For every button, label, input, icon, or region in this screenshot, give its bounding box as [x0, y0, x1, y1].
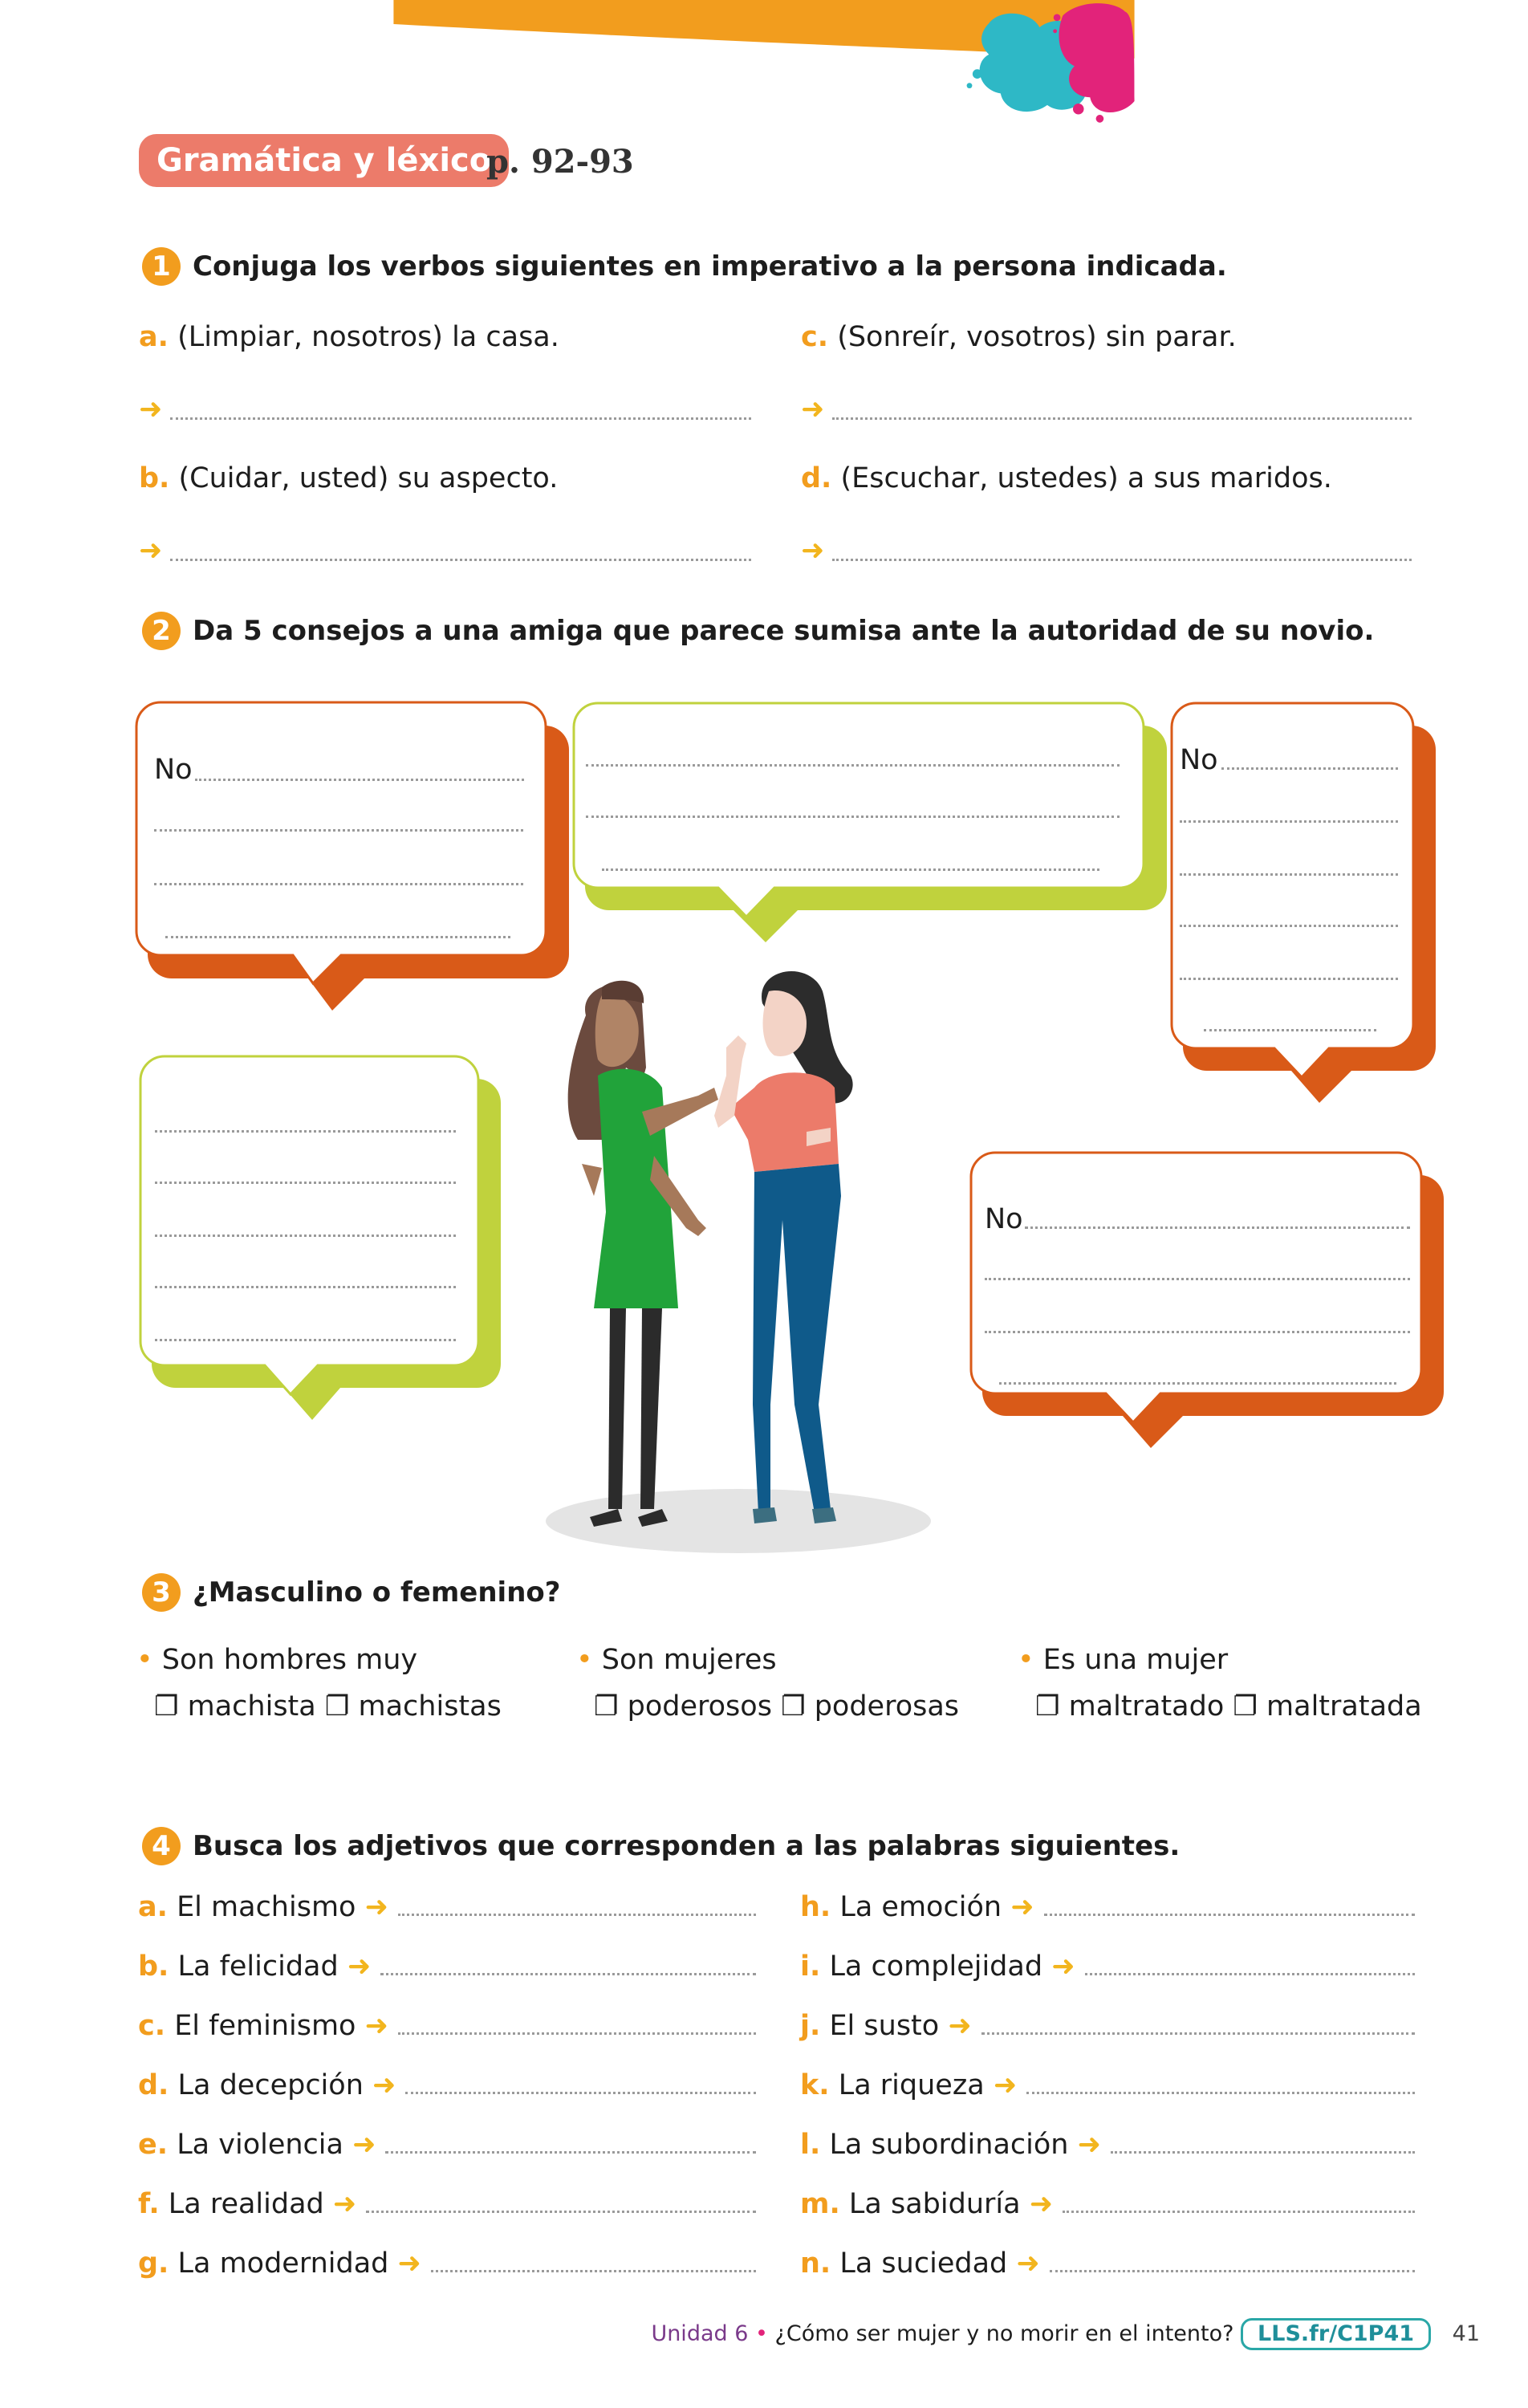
exercise-1-instruction: Conjuga los verbos siguientes en imperativo a la persona indicada.	[193, 250, 1227, 283]
section-tag: Gramática y léxico	[139, 134, 509, 187]
bubble-3-line[interactable]	[1204, 1029, 1376, 1031]
answer-line[interactable]	[385, 2151, 756, 2154]
two-women-illustration	[514, 955, 963, 1565]
ex1-item-b: b. (Cuidar, usted) su aspecto.	[139, 462, 559, 494]
answer-line[interactable]	[366, 2211, 756, 2213]
bubble-1-line[interactable]	[195, 779, 524, 781]
bubble-3-line[interactable]	[1180, 820, 1398, 823]
arrow-icon: ➜	[1010, 1891, 1034, 1923]
exercise-3-number: 3	[142, 1573, 181, 1612]
footer-link[interactable]: LLS.fr/C1P41	[1241, 2318, 1431, 2350]
ex1-item-c: c. (Sonreír, vosotros) sin parar.	[801, 321, 1237, 353]
answer-line[interactable]	[398, 2032, 756, 2035]
arrow-icon: ➜	[801, 393, 825, 425]
bubble-2-line[interactable]	[586, 816, 1120, 818]
speech-bubble-lime-2	[140, 1056, 501, 1420]
ex4-row: m. La sabiduría ➜	[800, 2185, 1415, 2244]
ex4-row: g. La modernidad ➜	[138, 2244, 756, 2304]
answer-line[interactable]	[1063, 2211, 1415, 2213]
bubble-4-line[interactable]	[155, 1235, 456, 1237]
arrow-icon: ➜	[352, 2129, 376, 2161]
ex4-row: f. La realidad ➜	[138, 2185, 756, 2244]
ex4-row: n. La suciedad ➜	[800, 2244, 1415, 2304]
ex3-item-2-options: ❐ poderosos ❐ poderosas	[594, 1690, 960, 1723]
exercise-2-instruction: Da 5 consejos a una amiga que parece sumisa ante la autoridad de su novio.	[193, 615, 1375, 647]
answer-line[interactable]	[1111, 2151, 1415, 2154]
answer-line[interactable]	[405, 2092, 756, 2094]
arrow-icon: ➜	[1077, 2129, 1101, 2161]
answer-line[interactable]	[1085, 1973, 1415, 1975]
arrow-icon: ➜	[139, 393, 163, 425]
bubble-5-line[interactable]	[985, 1278, 1410, 1280]
checkbox-icon[interactable]: ❐	[594, 1690, 619, 1723]
ex4-row: a. El machismo ➜	[138, 1888, 756, 1947]
bubble-5-line[interactable]	[999, 1382, 1396, 1385]
arrow-icon: ➜	[1051, 1950, 1075, 1983]
ex4-row: k. La riqueza ➜	[800, 2066, 1415, 2125]
page-reference: p. 92-93	[486, 143, 634, 181]
exercise-4-number: 4	[142, 1827, 181, 1865]
arrow-icon: ➜	[364, 2010, 388, 2042]
speech-bubble-lime-1	[574, 703, 1167, 942]
bubble-4-line[interactable]	[155, 1286, 456, 1288]
exercise-4-instruction: Busca los adjetivos que corresponden a las palabras siguientes.	[193, 1830, 1181, 1862]
arrow-icon: ➜	[1016, 2247, 1040, 2280]
speech-bubble-orange-1	[136, 702, 569, 1011]
arrow-icon: ➜	[347, 1950, 372, 1983]
answer-line[interactable]	[398, 1914, 756, 1916]
exercise-3-instruction: ¿Masculino o femenino?	[193, 1576, 561, 1609]
answer-line-d[interactable]	[832, 559, 1412, 561]
page-number: 41	[1452, 2321, 1480, 2346]
checkbox-icon[interactable]: ❐	[154, 1690, 179, 1723]
exercise-1-number: 1	[142, 247, 181, 286]
arrow-icon: ➜	[801, 535, 825, 567]
bubble-4-line[interactable]	[155, 1182, 456, 1184]
answer-line-b[interactable]	[170, 559, 751, 561]
bubble-3-line[interactable]	[1221, 767, 1398, 770]
header-band	[0, 0, 1528, 128]
bubble-3-line[interactable]	[1180, 925, 1398, 927]
checkbox-icon[interactable]: ❐	[781, 1690, 806, 1723]
ex3-item-3: • Es una mujer	[1018, 1644, 1229, 1676]
bubble-1-prompt: No	[154, 754, 193, 786]
answer-line-c[interactable]	[832, 417, 1412, 420]
arrow-icon: ➜	[993, 2069, 1018, 2101]
ex4-row: h. La emoción ➜	[800, 1888, 1415, 1947]
speech-bubble-orange-3	[971, 1153, 1444, 1448]
bubble-5-line[interactable]	[985, 1331, 1410, 1333]
footer-title: ¿Cómo ser mujer y no morir en el intento?	[774, 2321, 1234, 2346]
ex4-row: i. La complejidad ➜	[800, 1947, 1415, 2007]
checkbox-icon[interactable]: ❐	[324, 1690, 350, 1723]
bubble-2-line[interactable]	[586, 764, 1120, 767]
arrow-icon: ➜	[397, 2247, 421, 2280]
ex3-item-2: • Son mujeres	[576, 1644, 777, 1676]
bubble-4-line[interactable]	[155, 1339, 456, 1341]
arrow-icon: ➜	[1029, 2188, 1054, 2220]
arrow-icon: ➜	[139, 535, 163, 567]
ex3-item-1: • Son hombres muy	[136, 1644, 418, 1676]
checkbox-icon[interactable]: ❐	[1035, 1690, 1060, 1723]
ex3-item-3-options: ❐ maltratado ❐ maltratada	[1035, 1690, 1422, 1723]
arrow-icon: ➜	[948, 2010, 972, 2042]
ex4-row: c. El feminismo ➜	[138, 2007, 756, 2066]
answer-line[interactable]	[1044, 1914, 1415, 1916]
ex4-row: d. La decepción ➜	[138, 2066, 756, 2125]
ex4-row: b. La felicidad ➜	[138, 1947, 756, 2007]
ex1-item-a: a. (Limpiar, nosotros) la casa.	[139, 321, 559, 353]
answer-line[interactable]	[1026, 2092, 1415, 2094]
bubble-1-line[interactable]	[154, 883, 523, 885]
answer-line[interactable]	[1050, 2270, 1415, 2272]
ex4-left-column	[138, 1888, 756, 2304]
exercise-2-number: 2	[142, 612, 181, 650]
bubble-3-line[interactable]	[1180, 873, 1398, 876]
bubble-5-prompt: No	[985, 1203, 1023, 1235]
bubble-5-line[interactable]	[1025, 1226, 1410, 1229]
footer-unit: Unidad 6	[651, 2321, 749, 2346]
ex1-item-d: d. (Escuchar, ustedes) a sus maridos.	[801, 462, 1332, 494]
ex4-row: e. La violencia ➜	[138, 2125, 756, 2185]
bubble-1-line[interactable]	[154, 829, 523, 832]
arrow-icon: ➜	[364, 1891, 388, 1923]
woman-coral-top-figure	[714, 971, 853, 1523]
answer-line[interactable]	[380, 1973, 756, 1975]
ex4-row: j. El susto ➜	[800, 2007, 1415, 2066]
bubble-3-line[interactable]	[1180, 978, 1398, 980]
answer-line-a[interactable]	[170, 417, 751, 420]
answer-line[interactable]	[431, 2270, 756, 2272]
page-footer: Unidad 6 • ¿Cómo ser mujer y no morir en el intento? LLS.fr/C1P41 41	[651, 2318, 1480, 2350]
ex3-item-1-options: ❐ machista ❐ machistas	[154, 1690, 502, 1723]
ex4-right-column	[800, 1888, 1415, 2304]
bubble-1-line[interactable]	[165, 936, 510, 938]
arrow-icon: ➜	[372, 2069, 396, 2101]
ex4-row: l. La subordinación ➜	[800, 2125, 1415, 2185]
bubble-4-line[interactable]	[155, 1130, 456, 1133]
bubble-2-line[interactable]	[602, 868, 1099, 871]
bubble-3-prompt: No	[1180, 744, 1218, 776]
checkbox-icon[interactable]: ❐	[1233, 1690, 1258, 1723]
arrow-icon: ➜	[332, 2188, 357, 2220]
answer-line[interactable]	[981, 2032, 1415, 2035]
woman-green-dress-figure	[568, 981, 718, 1527]
